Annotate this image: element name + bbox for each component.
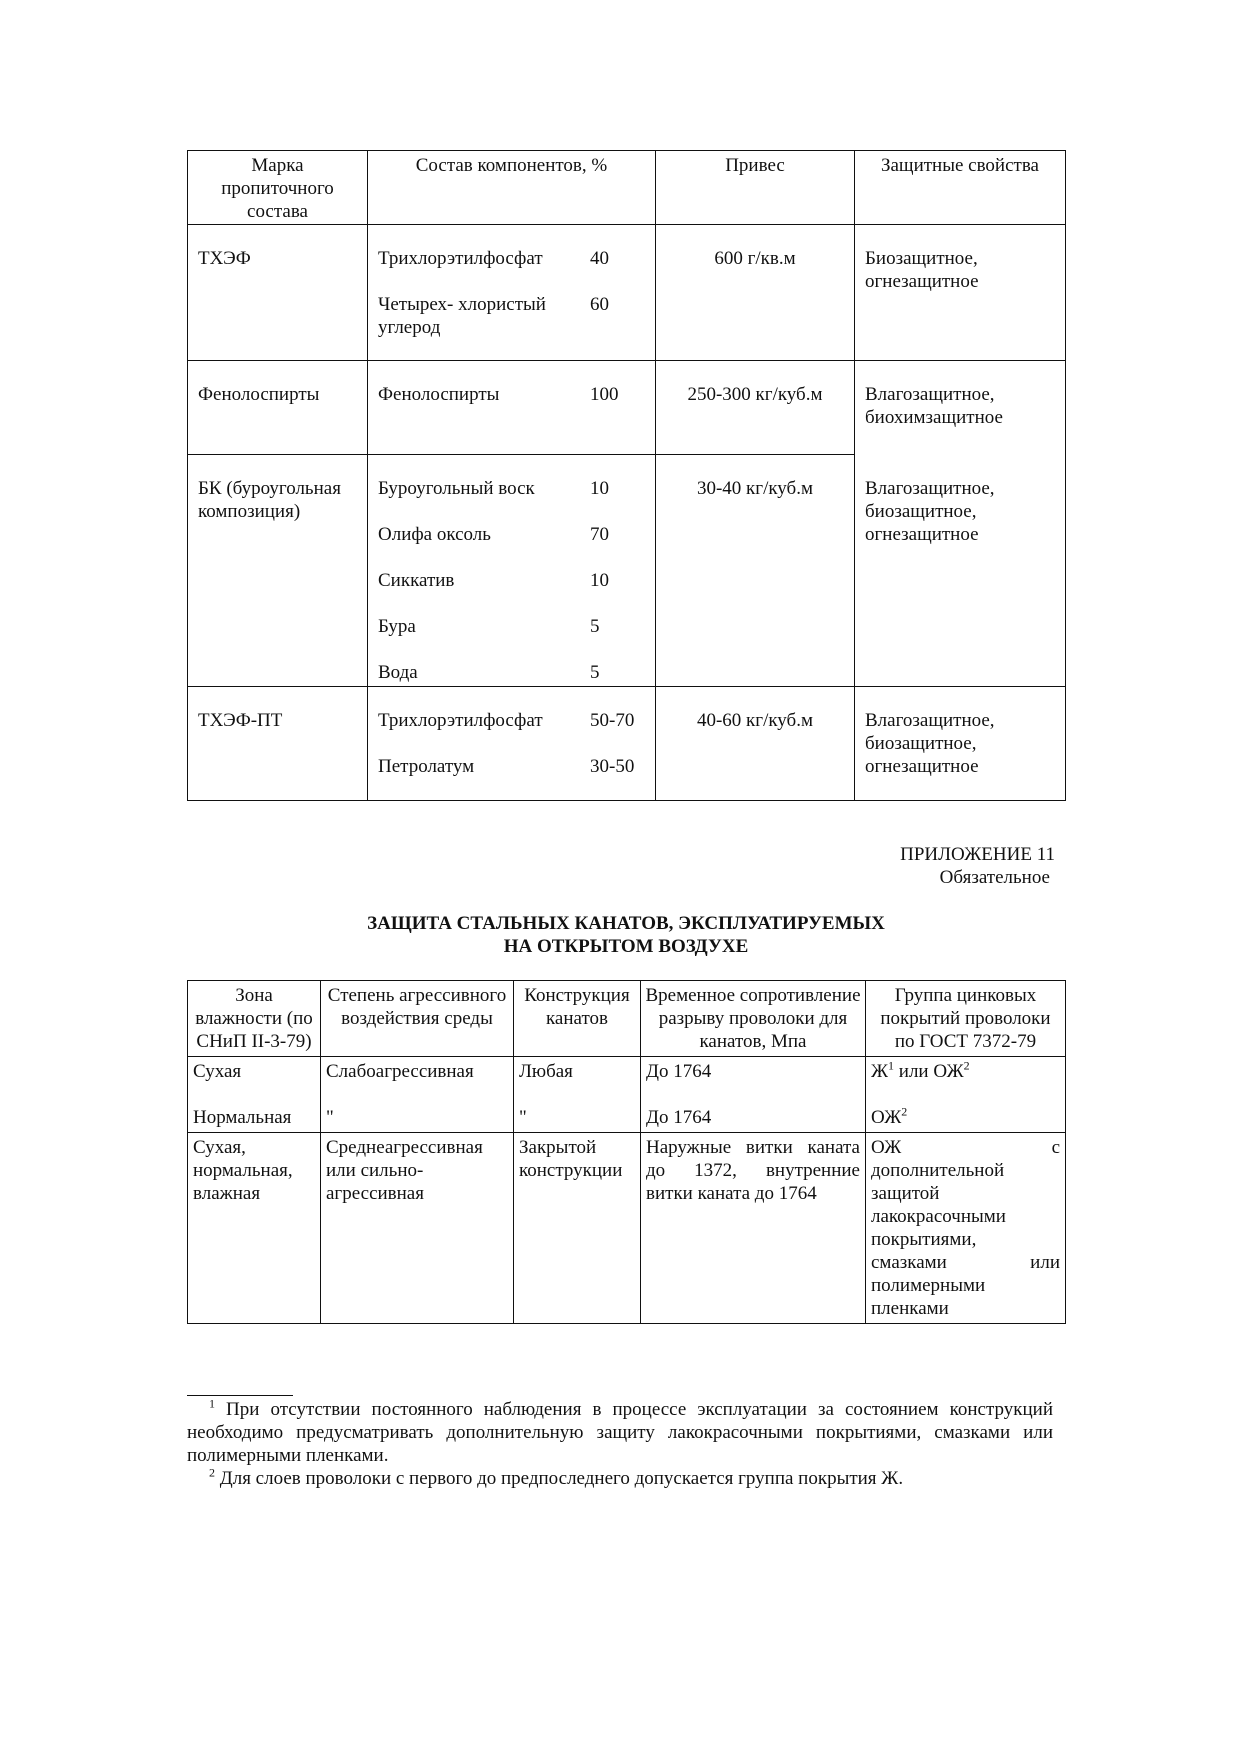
component-name: Трихлорэтилфосфат xyxy=(378,710,543,731)
footnote-mark: 2 xyxy=(209,1465,215,1480)
component-percent: 10 xyxy=(590,478,609,499)
component-percent: 10 xyxy=(590,570,609,591)
component-name: Сиккатив xyxy=(378,570,455,591)
component-percent: 5 xyxy=(590,616,600,637)
header-humidity-zone: Зона влажности (по СНиП II-3-79) xyxy=(188,981,321,1057)
cell-line xyxy=(871,1136,1060,1159)
coating-code: Ж xyxy=(871,1061,889,1082)
table-row xyxy=(188,1133,1066,1324)
appendix-number: ПРИЛОЖЕНИЕ 11 xyxy=(900,844,1055,865)
component-line xyxy=(378,523,655,546)
cell-line: " xyxy=(519,1107,527,1128)
component-percent: 50-70 xyxy=(590,710,635,731)
cell-word: смазками xyxy=(871,1252,947,1273)
footnote xyxy=(187,1467,1053,1490)
footnote-text: Для слоев проволоки с первого до предпоследнего допускается группа покрытия Ж. xyxy=(215,1468,904,1489)
footnotes xyxy=(187,1398,1053,1490)
component-name: Четырех- хлористый углерод xyxy=(378,294,546,338)
table-header-row xyxy=(188,151,1066,225)
component-name: Фенолоспирты xyxy=(378,384,500,405)
coating-code: или ОЖ xyxy=(894,1061,964,1082)
component-name: Трихлорэтилфосфат xyxy=(378,248,543,269)
footnote-separator xyxy=(187,1395,293,1396)
table-row xyxy=(188,361,1066,455)
component-percent: 5 xyxy=(590,662,600,683)
components-cell xyxy=(368,361,656,455)
component-name: Олифа оксоль xyxy=(378,524,491,545)
component-percent: 100 xyxy=(590,384,619,405)
cell-line xyxy=(871,1251,1060,1274)
humidity-zone-cell xyxy=(188,1057,321,1133)
rope-construction-cell: Закрытой конструкции xyxy=(514,1133,641,1324)
cell-line: До 1764 xyxy=(646,1061,712,1082)
cell-line xyxy=(871,1106,1060,1129)
footnote-ref: 2 xyxy=(901,1104,908,1119)
footnote-mark: 1 xyxy=(209,1396,215,1411)
brand-cell: ТХЭФ-ПТ xyxy=(188,687,368,801)
header-brand: Марка пропиточного состава xyxy=(188,151,368,225)
component-line xyxy=(378,569,655,592)
tensile-strength-cell xyxy=(641,1057,866,1133)
protection-cell: Влагозащитное, биохимзащитное xyxy=(855,361,1066,455)
cell-line: Любая xyxy=(519,1061,573,1082)
cell-word: ОЖ xyxy=(871,1137,902,1158)
header-mass: Привес xyxy=(656,151,855,225)
header-aggression-degree: Степень агрессивного воздействия среды xyxy=(321,981,514,1057)
zinc-coating-group-cell xyxy=(866,1133,1066,1324)
cell-text: полимерными пленками xyxy=(871,1275,986,1319)
component-percent: 70 xyxy=(590,524,609,545)
table-row xyxy=(188,687,1066,801)
brand-cell: БК (буроугольная композиция) xyxy=(188,455,368,687)
aggression-degree-cell xyxy=(321,1057,514,1133)
header-tensile-strength: Временное сопротивление разрыву проволоки для канатов, Мпа xyxy=(641,981,866,1057)
impregnation-composition-table xyxy=(187,150,1066,801)
section-title xyxy=(187,912,1065,958)
brand-cell: Фенолоспирты xyxy=(188,361,368,455)
protection-cell: Биозащитное, огнезащитное xyxy=(855,225,1066,361)
steel-rope-protection-table xyxy=(187,980,1066,1324)
table-row xyxy=(188,1057,1066,1133)
brand-cell: ТХЭФ xyxy=(188,225,368,361)
aggression-degree-cell: Среднеагрессивная или сильно-агрессивная xyxy=(321,1133,514,1324)
table-row xyxy=(188,455,1066,687)
component-name: Вода xyxy=(378,662,418,683)
table-row xyxy=(188,225,1066,361)
header-components: Состав компонентов, % xyxy=(368,151,656,225)
footnote-ref: 2 xyxy=(963,1058,970,1073)
cell-text: дополнительной защитой лакокрасочными покрытиями, xyxy=(871,1160,1006,1250)
mass-cell: 30-40 кг/куб.м xyxy=(656,455,855,687)
header-protection: Защитные свойства xyxy=(855,151,1066,225)
component-line xyxy=(378,661,655,684)
footnote-ref: 1 xyxy=(888,1058,895,1073)
header-rope-construction: Конструкция канатов xyxy=(514,981,641,1057)
mass-cell: 40-60 кг/куб.м xyxy=(656,687,855,801)
cell-line: " xyxy=(326,1107,334,1128)
component-name: Петролатум xyxy=(378,756,475,777)
component-percent: 60 xyxy=(590,294,609,315)
components-cell xyxy=(368,455,656,687)
humidity-zone-cell: Сухая, нормальная, влажная xyxy=(188,1133,321,1324)
section-title-line: ЗАЩИТА СТАЛЬНЫХ КАНАТОВ, ЭКСПЛУАТИРУЕМЫХ xyxy=(367,913,885,934)
component-line xyxy=(378,383,655,406)
component-line xyxy=(378,293,655,339)
cell-line: До 1764 xyxy=(646,1107,712,1128)
mass-cell: 600 г/кв.м xyxy=(656,225,855,361)
footnote xyxy=(187,1398,1053,1467)
component-line xyxy=(378,247,655,270)
mass-cell: 250-300 кг/куб.м xyxy=(656,361,855,455)
footnote-text: При отсутствии постоянного наблюдения в процессе эксплуатации за состоянием конструкций необходимо предусматривать дополнительную защиту лакокрасочными покрытиями, смазками или полимерными пленками. xyxy=(187,1399,1053,1466)
components-cell xyxy=(368,225,656,361)
protection-cell: Влагозащитное, биозащитное, огнезащитное xyxy=(855,687,1066,801)
component-name: Бура xyxy=(378,616,416,637)
component-line xyxy=(378,755,655,778)
component-name: Буроугольный воск xyxy=(378,478,535,499)
table-header-row xyxy=(188,981,1066,1057)
component-line xyxy=(378,709,655,732)
section-title-line: НА ОТКРЫТОМ ВОЗДУХЕ xyxy=(503,936,749,957)
rope-construction-cell xyxy=(514,1057,641,1133)
cell-word: с xyxy=(1051,1137,1060,1158)
cell-word: или xyxy=(1030,1252,1060,1273)
component-percent: 30-50 xyxy=(590,756,635,777)
component-percent: 40 xyxy=(590,248,609,269)
component-line xyxy=(378,477,655,500)
protection-cell: Влагозащитное, биозащитное, огнезащитное xyxy=(855,455,1066,687)
component-line xyxy=(378,615,655,638)
components-cell xyxy=(368,687,656,801)
cell-line: Слабоагрессивная xyxy=(326,1061,474,1082)
cell-line xyxy=(871,1060,1060,1083)
coating-code: ОЖ xyxy=(871,1107,902,1128)
cell-line: Сухая xyxy=(193,1061,242,1082)
tensile-strength-cell: Наружные витки каната до 1372, внутренние витки каната до 1764 xyxy=(641,1133,866,1324)
cell-line: Нормальная xyxy=(193,1107,292,1128)
header-zinc-coating-group: Группа цинковых покрытий проволоки по ГОСТ 7372-79 xyxy=(866,981,1066,1057)
zinc-coating-group-cell xyxy=(866,1057,1066,1133)
appendix-label-block xyxy=(800,843,1055,889)
appendix-status: Обязательное xyxy=(939,867,1050,888)
